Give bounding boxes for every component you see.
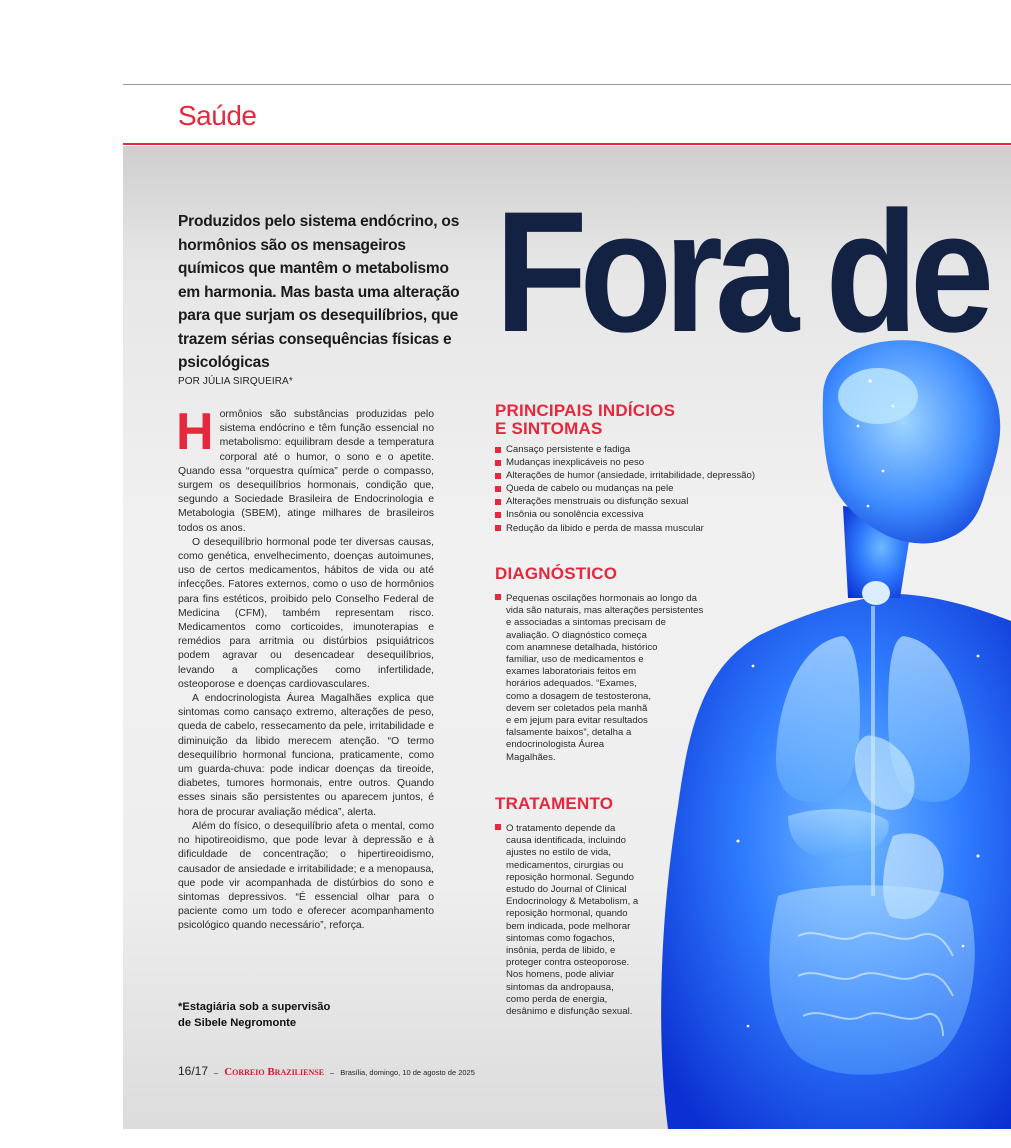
article-body (176, 403, 434, 934)
text-line: com anamnese detalhada, histórico (506, 641, 658, 653)
text-line: estudo do Journal of Clinical (506, 884, 627, 896)
text-line: falsamente baixos”, detalha a (506, 727, 632, 739)
text-line: sintomas da andropausa, (506, 981, 614, 993)
text-line: familiar, uso de medicamentos e (506, 654, 644, 666)
bullet-square (495, 824, 501, 830)
text-line: vida são naturais, mas alterações persistentes (506, 605, 704, 617)
text-line: ajustes no estilo de vida, (506, 847, 612, 859)
top-rule (123, 84, 1011, 85)
thyroid-shape (862, 581, 890, 605)
text-line: como perda de energia, (506, 993, 608, 1005)
text-line: horários adequados. “Exames, (506, 678, 637, 690)
text-line: desânimo e disfunção sexual. (506, 1006, 633, 1018)
text-line: avaliação. O diagnóstico começa (506, 629, 647, 641)
folio-date: Brasília, domingo, 10 de agosto de 2025 (340, 1068, 475, 1077)
diagnosis-title: DIAGNÓSTICO (495, 564, 618, 583)
text-line: reposição hormonal, quando (506, 908, 628, 920)
text-line: sintomas como fogachos, (506, 932, 615, 944)
footnote-line: *Estagiária sob a supervisão (178, 1001, 331, 1013)
article-paragraph (176, 403, 434, 536)
diagnosis-text (495, 593, 703, 764)
text-line: Nos homens, pode aliviar (506, 969, 615, 981)
symptom-item: Alterações menstruais ou disfunção sexual (495, 495, 755, 508)
symptoms-title (495, 402, 675, 438)
symptom-item: Cansaço persistente e fadiga (495, 443, 755, 456)
symptom-item: Insônia ou sonolência excessiva (495, 508, 755, 521)
text-line: como a dosagem de testosterona, (506, 690, 652, 702)
text-line: Endocrinology & Metabolism, a (506, 896, 639, 908)
footnote (178, 1000, 398, 1031)
text-line: O tratamento depende da (506, 823, 616, 834)
text-line: bem indicada, pode melhorar (506, 920, 631, 932)
symptom-item: Alterações de humor (ansiedade, irritabilidade, depressão) (495, 469, 755, 482)
byline: POR JÚLIA SIRQUEIRA* (178, 376, 293, 387)
text-line: endocrinologista Áurea (506, 739, 605, 751)
text-line: Pequenas oscilações hormonais ao longo da (506, 593, 697, 604)
folio-dash: – (330, 1068, 335, 1077)
text-line: e associadas a sintomas precisam de (506, 617, 666, 629)
symptoms-list (495, 443, 755, 535)
text-line: e em jejum para evitar resultados (506, 715, 648, 727)
text-line-row (495, 823, 638, 835)
article-paragraph: Além do físico, o desequilíbrio afeta o mental, como no hipotireoidismo, que pode levar à depressão e à dificuldade de concentração; o hipertireoidismo, causador de ansiedade e irritabilidade; e a menopausa, que pode vir acompanhada de distúrbios do sono e sintomas depressivos. “É essencial olhar para o paciente como um todo e oferecer acompanhamento psicológico quando necessário”, reforça. (178, 820, 434, 932)
page-numbers: 16/17 (178, 1064, 209, 1078)
text-line: medicamentos, cirurgias ou (506, 859, 624, 871)
text-line: proteger contra osteoporose. (506, 957, 630, 969)
symptom-item: Redução da libido e perda de massa muscular (495, 522, 755, 535)
text-line: Magalhães. (506, 751, 556, 763)
symptom-item: Queda de cabelo ou mudanças na pele (495, 482, 755, 495)
newspaper-logo: Correio Braziliense (224, 1066, 325, 1078)
text-line: exames laboratoriais feitos em (506, 666, 637, 678)
text-line: devem ser coletados pela manhã (506, 702, 648, 714)
brain-shape (838, 368, 918, 424)
text-line: insônia, perda de libido, e (506, 945, 616, 957)
intestines-shape (769, 885, 974, 1074)
article-deck: Produzidos pelo sistema endócrino, os hormônios são os mensageiros químicos que mantêm o metabolismo em harmonia. Mas basta uma alteração para que surjam os desequilíbrios, que trazem sérias consequências físicas e psicológicas (178, 213, 460, 371)
text-line: reposição hormonal. Segundo (506, 871, 635, 883)
symptoms-title-line: PRINCIPAIS INDÍCIOS (495, 401, 676, 420)
article-page (123, 146, 1011, 1129)
section-label: Saúde (178, 100, 257, 131)
symptom-item: Mudanças inexplicáveis no peso (495, 456, 755, 469)
footnote-line: de Sibele Negromonte (178, 1016, 297, 1029)
article-paragraph: A endocrinologista Áurea Magalhães explica que sintomas como cansaço extremo, alterações de peso, queda de cabelo, ressecamento da pele, irritabilidade e diminuição da libido merecem atenção. “O termo desequilíbrio hormonal funciona, praticamente, como um guarda-chuva: pode indicar doenças da tireoide, diabetes, tumores hormonais, entre outros. Quando esses sinais são persistentes ou aparecem juntos, é hora de procurar avaliação médica”, alerta. (178, 693, 434, 818)
text-line: causa identificada, incluindo (506, 835, 627, 847)
folio-dash: – (214, 1068, 219, 1077)
headline: Fora de (495, 176, 987, 368)
section-rule (123, 143, 1011, 145)
article-paragraph-text: ormônios são substâncias produzidas pelo sistema endócrino e têm função essencial no metabolismo: equilibram desde a temperatura corporal até o humor, o sono e o apetite. Quando essa “orquestra química” perde o compasso, surgem os desequilíbrios hormonais, condição que, segundo a Sociedade Brasileira de Endocrinologia e Metabologia (SBEM), atinge milhares de brasileiros todos os anos. (178, 409, 434, 534)
text-line-row (495, 593, 703, 605)
drop-cap: H (176, 403, 214, 461)
page-folio (178, 1064, 475, 1078)
symptoms-title-line: E SINTOMAS (495, 419, 603, 438)
article-paragraph: O desequilíbrio hormonal pode ter diversas causas, como genética, envelhecimento, doenças autoimunes, uso de certos medicamentos, hábitos de vida ou até infecções. Fatores externos, como o uso de hormônios para fins estéticos, proibido pelo Conselho Federal de Medicina (CFM), também representam risco. Medicamentos como corticoides, imunoterapias e remédios para arritmia ou distúrbios psiquiátricos podem agravar ou desencadear desequilíbrios, levando a complicações como infertilidade, osteoporose e doenças cardiovasculares. (178, 536, 434, 690)
bullet-square (495, 594, 501, 600)
treatment-title: TRATAMENTO (495, 794, 614, 813)
treatment-text (495, 823, 638, 1018)
